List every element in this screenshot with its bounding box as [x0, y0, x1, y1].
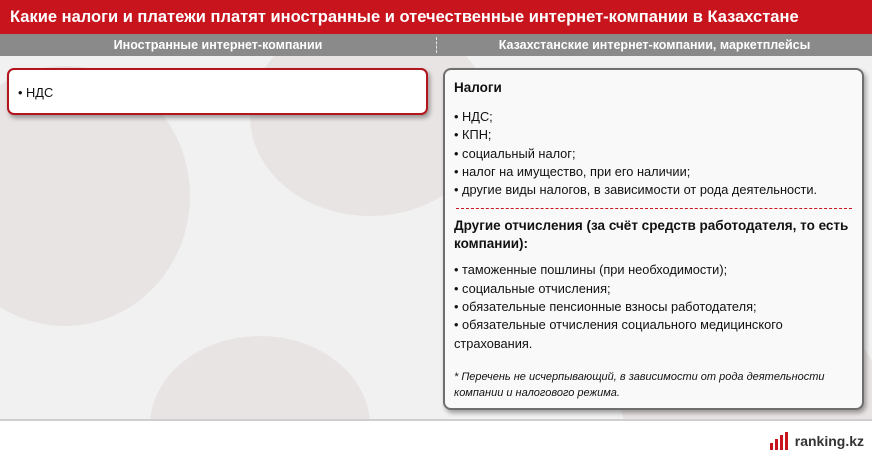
- list-item: • социальные отчисления;: [454, 280, 611, 296]
- page-title: Какие налоги и платежи платят иностранные и отечественные интернет-компании в Казахстане: [0, 0, 872, 34]
- kazakhstan-companies-card: [443, 68, 864, 410]
- taxes-title: Налоги: [454, 80, 502, 95]
- other-payments-title: Другие отчисления (за счёт средств работодателя, то есть компании):: [454, 218, 849, 252]
- column-header-kazakhstan: Казахстанские интернет-компании, маркетплейсы: [498, 38, 811, 52]
- list-item: • налог на имущество, при его наличии;: [454, 163, 691, 179]
- section-separator: [456, 208, 852, 209]
- background-shape: [150, 336, 370, 419]
- list-item: • обязательные пенсионные взносы работодателя;: [454, 299, 757, 315]
- column-header-foreign: Иностранные интернет-компании: [113, 38, 323, 52]
- bar-chart-logo-icon: [770, 432, 790, 450]
- list-item: • социальный налог;: [454, 145, 576, 161]
- taxes-list: [454, 108, 854, 199]
- ranking-logo: [770, 430, 864, 452]
- content-area: [0, 56, 872, 419]
- list-item: • таможенные пошлины (при необходимости);: [454, 262, 728, 278]
- list-item: • КПН;: [454, 127, 492, 143]
- column-header-bar: [0, 34, 872, 56]
- logo-text: ranking.kz: [794, 433, 864, 449]
- footer: [0, 419, 872, 460]
- foreign-companies-card: [7, 68, 428, 115]
- footnote: * Перечень не исчерпывающий, в зависимости от рода деятельности компании и налогового режима.: [454, 370, 825, 400]
- list-item: • обязательные отчисления социального медицинского страхования.: [454, 317, 783, 351]
- list-item: • НДС;: [454, 109, 493, 124]
- list-item: • другие виды налогов, в зависимости от рода деятельности.: [454, 182, 818, 198]
- list-item: • НДС: [18, 85, 54, 100]
- other-payments-list: [454, 261, 854, 352]
